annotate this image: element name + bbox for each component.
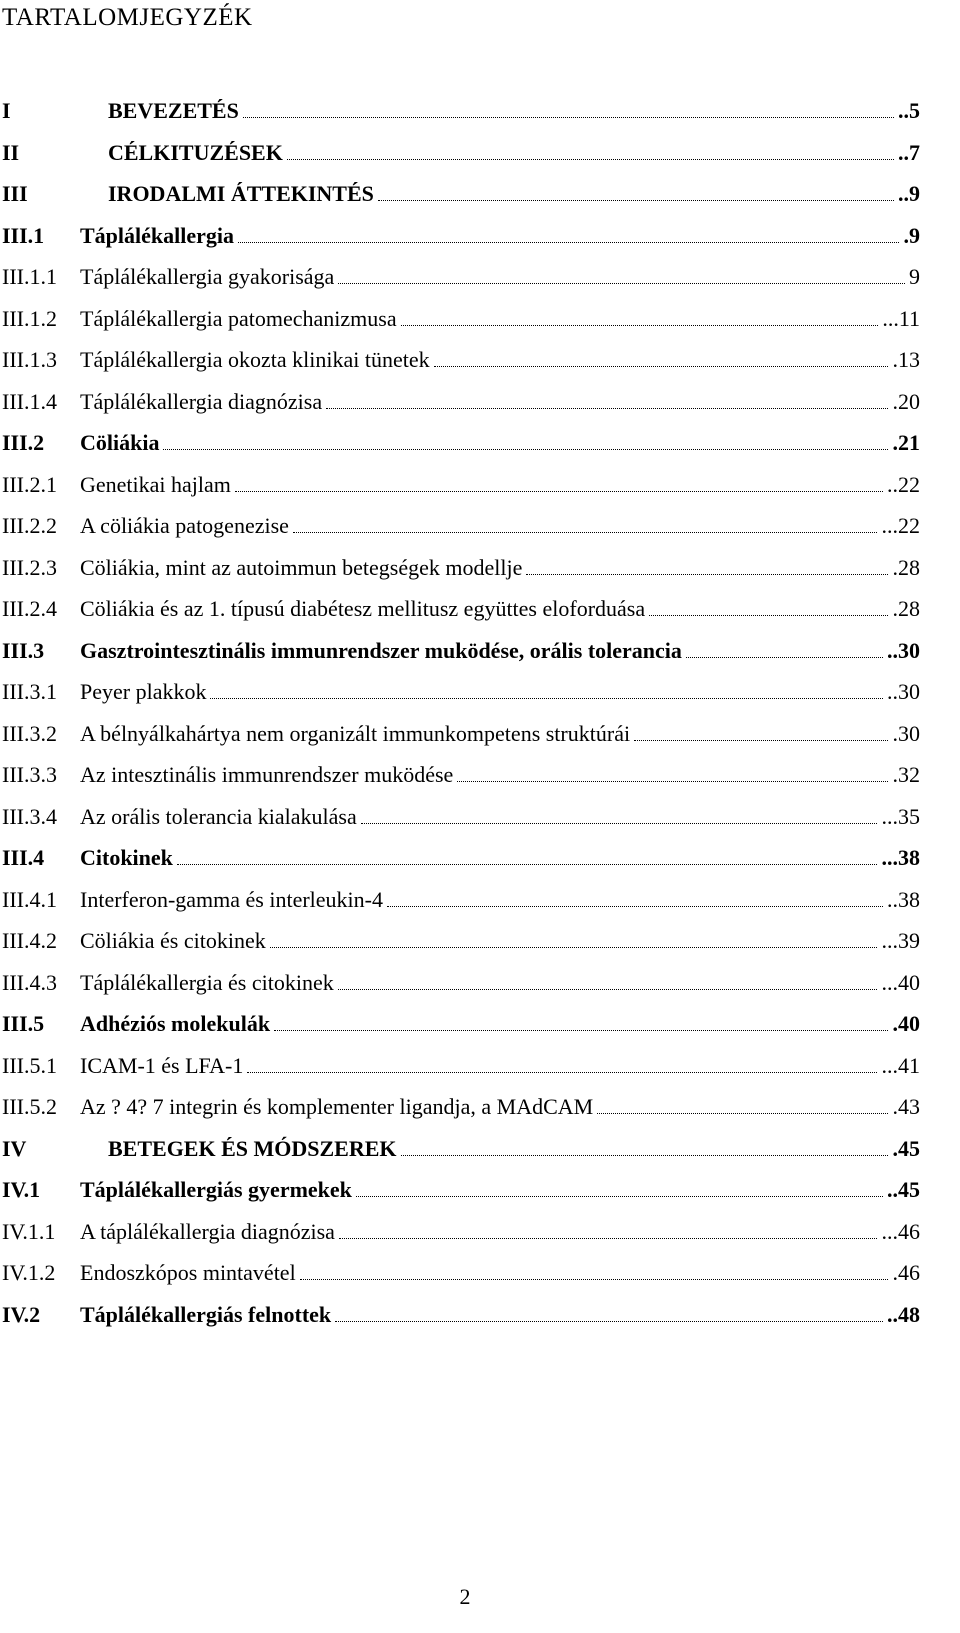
- toc-dot-leader: [597, 1113, 888, 1114]
- toc-entry-number: III: [2, 181, 28, 206]
- toc-entry: [2, 256, 920, 298]
- toc-entry-page: ...38: [880, 837, 921, 879]
- toc-entry-title: CÉLKITUZÉSEK: [108, 139, 283, 165]
- toc-entry-number: III.1.3: [2, 347, 57, 372]
- toc-dot-leader: [274, 1030, 888, 1031]
- toc-entry-page: ...41: [880, 1045, 921, 1087]
- toc-entry-title: ICAM-1 és LFA-1: [80, 1052, 244, 1078]
- toc-entry-title: Gasztrointesztinális immunrendszer muködése, orális tolerancia: [80, 637, 682, 663]
- toc-entry: [2, 132, 920, 174]
- toc-dot-leader: [247, 1072, 877, 1073]
- toc-entry: [2, 173, 920, 215]
- toc-entry-number: III.1.4: [2, 388, 57, 414]
- toc-entry-page: ...11: [880, 298, 920, 340]
- toc-entry-title: Táplálékallergia: [80, 222, 234, 248]
- toc-entry-title: Az ? 4? 7 integrin és komplementer ligandja, a MAdCAM: [80, 1094, 594, 1119]
- toc-entry-number: IV.1.2: [2, 1260, 56, 1285]
- toc-dot-leader: [163, 449, 888, 450]
- toc-entry-number: IV: [2, 1135, 27, 1161]
- toc-dot-leader: [634, 740, 888, 741]
- toc-dot-leader: [335, 1321, 883, 1322]
- toc-entry-page: ..30: [885, 671, 920, 713]
- toc-entry-title: Táplálékallergia és citokinek: [80, 969, 334, 995]
- toc-entry-page: ...35: [880, 796, 921, 838]
- document-title: TARTALOMJEGYZÉK: [2, 4, 253, 31]
- toc-entry-number: III.4.3: [2, 969, 57, 995]
- toc-dot-leader: [361, 823, 877, 824]
- toc-dot-leader: [457, 781, 888, 782]
- toc-entry: [2, 920, 920, 962]
- toc-entry: [2, 796, 920, 838]
- toc-dot-leader: [338, 989, 877, 990]
- toc-entry: [2, 505, 920, 547]
- toc-entry: [2, 1003, 920, 1045]
- toc-entry: [2, 879, 920, 921]
- toc-entry-title: Táplálékallergia gyakorisága: [80, 264, 335, 289]
- toc-entry: [2, 1252, 920, 1294]
- toc-entry-title: Adhéziós molekulák: [80, 1011, 271, 1036]
- toc-entry: [2, 1045, 920, 1087]
- toc-entry-page: ...39: [880, 920, 921, 962]
- toc-entry-page: .40: [891, 1003, 921, 1045]
- toc-dot-leader: [378, 200, 894, 201]
- toc-entry-title: Táplálékallergia okozta klinikai tünetek: [80, 347, 430, 372]
- toc-entry-number: III.1: [2, 222, 45, 248]
- toc-entry-number: III.5: [2, 1011, 45, 1036]
- toc-dot-leader: [326, 408, 888, 409]
- toc-dot-leader: [235, 491, 883, 492]
- toc-entry-page: .30: [891, 713, 921, 755]
- toc-entry-number: III.3.3: [2, 762, 57, 787]
- toc-entry: [2, 215, 920, 257]
- toc-entry: [2, 713, 920, 755]
- toc-entry-page: 9: [907, 256, 920, 298]
- toc-entry-page: ...40: [880, 962, 921, 1004]
- toc-entry-number: III.1.2: [2, 305, 57, 331]
- toc-entry: [2, 422, 920, 464]
- toc-entry-title: Citokinek: [80, 845, 173, 870]
- toc-entry-page: .28: [891, 588, 921, 630]
- toc-dot-leader: [686, 657, 883, 658]
- toc-entry-title: Genetikai hajlam: [80, 471, 231, 497]
- toc-entry-page: .20: [891, 381, 921, 423]
- toc-entry-title: Endoszkópos mintavétel: [80, 1260, 296, 1285]
- toc-entry-number: III.2.3: [2, 554, 57, 580]
- toc-entry: [2, 1086, 920, 1128]
- toc-entry-number: III.1.1: [2, 264, 57, 289]
- toc-entry-title: Táplálékallergia diagnózisa: [80, 388, 323, 414]
- toc-dot-leader: [401, 325, 878, 326]
- toc-entry-page: .28: [891, 547, 921, 589]
- toc-entry-title: A táplálékallergia diagnózisa: [80, 1218, 335, 1244]
- toc-entry-page: .21: [891, 422, 921, 464]
- toc-entry-page: .9: [902, 215, 921, 257]
- toc-dot-leader: [387, 906, 883, 907]
- table-of-contents: [2, 90, 920, 1335]
- toc-entry-title: Táplálékallergiás gyermekek: [80, 1177, 352, 1202]
- toc-entry-number: III.3.2: [2, 720, 57, 746]
- toc-dot-leader: [401, 1155, 888, 1156]
- toc-entry-number: I: [2, 98, 11, 123]
- toc-entry-title: Az orális tolerancia kialakulása: [80, 803, 357, 829]
- toc-dot-leader: [293, 532, 877, 533]
- toc-entry-page: ..5: [896, 90, 920, 132]
- toc-entry-number: III.4.1: [2, 886, 57, 912]
- toc-entry-title: Cöliákia, mint az autoimmun betegségek modellje: [80, 554, 523, 580]
- toc-entry-number: III.5.1: [2, 1052, 57, 1078]
- toc-dot-leader: [238, 242, 899, 243]
- toc-entry-page: .46: [891, 1252, 921, 1294]
- toc-entry-page: ..22: [885, 464, 920, 506]
- toc-entry-number: IV.1: [2, 1177, 41, 1202]
- toc-dot-leader: [434, 366, 888, 367]
- toc-entry-number: II: [2, 139, 20, 165]
- toc-entry-title: Cöliákia: [80, 430, 160, 455]
- toc-entry-title: Cöliákia és citokinek: [80, 928, 266, 953]
- toc-entry-page: .45: [891, 1128, 921, 1170]
- toc-entry-title: Táplálékallergia patomechanizmusa: [80, 305, 397, 331]
- toc-entry-number: III.3.4: [2, 803, 57, 829]
- toc-entry-page: .13: [891, 339, 921, 381]
- toc-entry: [2, 671, 920, 713]
- toc-dot-leader: [649, 615, 888, 616]
- toc-entry-number: III.4.2: [2, 928, 57, 953]
- toc-entry-page: .32: [891, 754, 921, 796]
- toc-entry: [2, 298, 920, 340]
- toc-entry-title: Az intesztinális immunrendszer muködése: [80, 762, 454, 787]
- toc-entry: [2, 90, 920, 132]
- toc-entry-title: Táplálékallergiás felnottek: [80, 1301, 332, 1327]
- toc-entry-page: ...46: [880, 1211, 921, 1253]
- toc-entry-number: III.2.1: [2, 471, 57, 497]
- toc-entry-title: IRODALMI ÁTTEKINTÉS: [108, 181, 374, 206]
- toc-entry: [2, 630, 920, 672]
- toc-entry: [2, 1128, 920, 1170]
- toc-entry: [2, 837, 920, 879]
- toc-entry-number: IV.2: [2, 1301, 41, 1327]
- toc-entry-number: III.2: [2, 430, 45, 455]
- toc-entry: [2, 1294, 920, 1336]
- toc-dot-leader: [300, 1279, 888, 1280]
- toc-entry: [2, 1211, 920, 1253]
- toc-dot-leader: [243, 117, 894, 118]
- toc-entry: [2, 381, 920, 423]
- toc-entry-page: .43: [891, 1086, 921, 1128]
- page-number: 2: [459, 1584, 471, 1609]
- toc-entry-page: ..9: [896, 173, 920, 215]
- toc-entry-number: III.2.4: [2, 596, 57, 621]
- toc-entry: [2, 547, 920, 589]
- toc-entry-number: III.3: [2, 637, 45, 663]
- toc-entry-page: ..30: [885, 630, 920, 672]
- toc-entry-page: ...22: [880, 505, 921, 547]
- toc-entry-number: III.3.1: [2, 679, 57, 704]
- toc-entry: [2, 962, 920, 1004]
- toc-entry-title: Peyer plakkok: [80, 679, 207, 704]
- toc-entry: [2, 464, 920, 506]
- toc-entry-page: ..45: [885, 1169, 920, 1211]
- toc-entry: [2, 588, 920, 630]
- toc-entry-title: Interferon-gamma és interleukin-4: [80, 886, 383, 912]
- toc-dot-leader: [210, 698, 883, 699]
- toc-entry-number: III.4: [2, 845, 45, 870]
- toc-dot-leader: [339, 1238, 877, 1239]
- toc-dot-leader: [356, 1196, 883, 1197]
- toc-entry: [2, 1169, 920, 1211]
- toc-dot-leader: [526, 574, 888, 575]
- toc-entry: [2, 754, 920, 796]
- toc-dot-leader: [338, 283, 905, 284]
- toc-entry-title: A cöliákia patogenezise: [80, 513, 289, 538]
- toc-entry: [2, 339, 920, 381]
- toc-entry-title: BEVEZETÉS: [108, 98, 239, 123]
- toc-entry-page: ..48: [885, 1294, 920, 1336]
- toc-entry-title: A bélnyálkahártya nem organizált immunkompetens struktúrái: [80, 720, 631, 746]
- toc-entry-page: ..7: [896, 132, 920, 174]
- toc-dot-leader: [177, 864, 877, 865]
- toc-entry-title: Cöliákia és az 1. típusú diabétesz mellitusz együttes eloforduása: [80, 596, 646, 621]
- toc-entry-number: III.5.2: [2, 1094, 57, 1119]
- toc-entry-page: ..38: [885, 879, 920, 921]
- toc-entry-title: BETEGEK ÉS MÓDSZEREK: [108, 1135, 397, 1161]
- toc-entry-number: III.2.2: [2, 513, 57, 538]
- toc-dot-leader: [287, 159, 894, 160]
- toc-dot-leader: [270, 947, 877, 948]
- toc-entry-number: IV.1.1: [2, 1218, 56, 1244]
